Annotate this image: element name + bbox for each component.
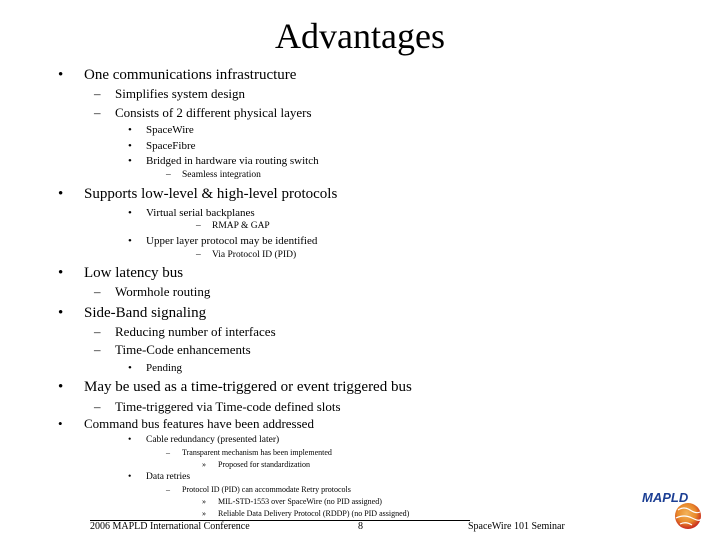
bullet-marker: – xyxy=(196,250,201,260)
bullet-protocol-id: Via Protocol ID (PID) xyxy=(212,250,297,260)
bullet-wormhole: Wormhole routing xyxy=(115,284,211,299)
bullet-marker: – xyxy=(94,86,101,101)
mapld-logo-icon xyxy=(640,486,702,534)
bullet-protocols: Supports low-level & high-level protocols xyxy=(84,186,338,202)
bullet-marker: • xyxy=(128,140,132,152)
bullet-marker: • xyxy=(128,435,132,445)
bullet-time-triggered-bus: May be used as a time-triggered or event triggered bus xyxy=(84,379,412,395)
bullet-physical-layers: Consists of 2 different physical layers xyxy=(115,105,312,120)
bullet-marker: • xyxy=(58,379,64,395)
bullet-marker: – xyxy=(94,324,101,339)
bullet-marker: – xyxy=(166,170,171,180)
bullet-rmap-gap: RMAP & GAP xyxy=(212,221,270,231)
bullet-command-bus: Command bus features have been addressed xyxy=(84,416,314,431)
footer-seminar: SpaceWire 101 Seminar xyxy=(468,521,565,532)
bullet-seamless-integration: Seamless integration xyxy=(182,170,261,180)
bullet-upper-layer: Upper layer protocol may be identified xyxy=(146,235,318,247)
bullet-marker: – xyxy=(94,284,101,299)
bullet-pending: Pending xyxy=(146,362,183,374)
bullet-marker: • xyxy=(128,362,132,374)
bullet-mil-std-1553: MIL-STD-1553 over SpaceWire (no PID assigned) xyxy=(218,497,382,506)
bullet-marker: • xyxy=(128,207,132,219)
bullet-simplifies-design: Simplifies system design xyxy=(115,86,245,101)
bullet-cable-redundancy: Cable redundancy (presented later) xyxy=(146,435,280,445)
bullet-time-code-slots: Time-triggered via Time-code defined slots xyxy=(115,399,341,414)
bullet-marker: • xyxy=(128,124,132,136)
bullet-marker: • xyxy=(58,265,64,281)
bullet-low-latency: Low latency bus xyxy=(84,265,184,281)
bullet-spacefibre: SpaceFibre xyxy=(146,140,196,152)
bullet-transparent-mechanism: Transparent mechanism has been implemented xyxy=(182,448,332,457)
bullet-bridged-hardware: Bridged in hardware via routing switch xyxy=(146,155,319,167)
bullet-proposed-standardization: Proposed for standardization xyxy=(218,460,310,469)
bullet-marker: » xyxy=(202,497,206,506)
bullet-marker: • xyxy=(128,235,132,247)
bullet-reducing-interfaces: Reducing number of interfaces xyxy=(115,324,276,339)
bullet-marker: – xyxy=(166,448,170,457)
bullet-marker: • xyxy=(58,67,64,83)
bullet-marker: • xyxy=(128,155,132,167)
bullet-marker: – xyxy=(94,342,101,357)
bullet-rddp: Reliable Data Delivery Protocol (RDDP) (no PID assigned) xyxy=(218,509,410,518)
bullet-marker: • xyxy=(58,186,64,202)
bullet-marker: – xyxy=(94,105,101,120)
bullet-marker: – xyxy=(196,221,201,231)
bullet-marker: » xyxy=(202,460,206,469)
logo-text: MAPLD xyxy=(642,490,689,505)
footer-conference: 2006 MAPLD International Conference xyxy=(90,521,250,532)
bullet-marker: – xyxy=(94,399,101,414)
bullet-pid-retry: Protocol ID (PID) can accommodate Retry protocols xyxy=(182,485,351,494)
bullet-marker: – xyxy=(166,485,170,494)
bullet-marker: » xyxy=(202,509,206,518)
slide-title: Advantages xyxy=(275,16,445,56)
bullet-marker: • xyxy=(58,416,63,431)
bullet-time-code: Time-Code enhancements xyxy=(115,342,251,357)
footer-page-number: 8 xyxy=(358,521,363,532)
bullet-marker: • xyxy=(128,472,132,482)
bullet-side-band: Side-Band signaling xyxy=(84,305,207,321)
bullet-spacewire: SpaceWire xyxy=(146,124,194,136)
bullet-marker: • xyxy=(58,305,64,321)
bullet-virtual-backplanes: Virtual serial backplanes xyxy=(146,207,255,219)
bullet-one-infrastructure: One communications infrastructure xyxy=(84,67,297,83)
bullet-data-retries: Data retries xyxy=(146,472,191,482)
